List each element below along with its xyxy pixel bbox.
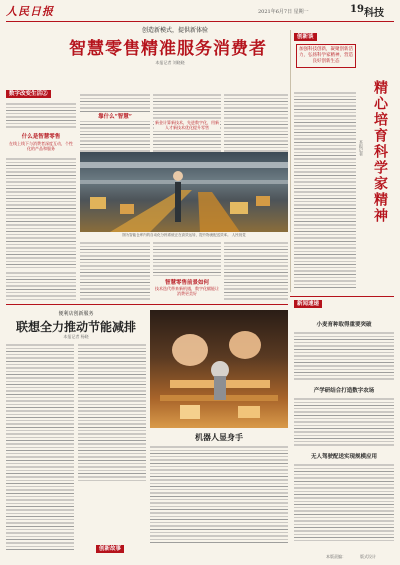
commentary-tag: 创新谈 bbox=[294, 33, 317, 41]
lead-kicker: 创造新模式，提供新体验 bbox=[141, 27, 208, 34]
newspaper-logo: 人民日报 bbox=[6, 5, 54, 18]
pullquote-1-sub: 在线上线下与消费者深度互动，个性化的产品和服务 bbox=[9, 141, 73, 151]
robot-photo-title: 机器人显身手 bbox=[195, 432, 243, 442]
body-column-5 bbox=[80, 240, 150, 300]
bottom-headline: 联想全力推动节能减排 bbox=[15, 320, 136, 334]
lead-headline: 智慧零售精准服务消费者 bbox=[69, 39, 267, 59]
footer-editor: 本版责编： bbox=[326, 554, 346, 559]
innovation-story-tag: 创新故事 bbox=[96, 545, 124, 553]
bottom-body-3 bbox=[150, 444, 288, 544]
news-tag: 新闻速递 bbox=[294, 300, 322, 308]
body-column-4 bbox=[224, 92, 288, 152]
dateline: 2021年6月7日 星期一 bbox=[258, 9, 309, 15]
bottom-body-1 bbox=[6, 342, 74, 552]
bottom-byline: 本报记者 杨晓 bbox=[63, 334, 89, 339]
news-item-3-body bbox=[294, 462, 394, 542]
pullquote-3: 智慧零售前景如何 bbox=[164, 280, 209, 286]
masthead bbox=[6, 4, 394, 22]
body-column-6 bbox=[153, 240, 221, 276]
photo-caption: 图为智能仓库内的自动化分拣系统正在高效运转，提升物流配送效率。 人民视觉 bbox=[122, 233, 246, 237]
robot-photo bbox=[150, 310, 288, 428]
warehouse-photo bbox=[80, 152, 288, 232]
pullquote-2: 靠什么“智慧” bbox=[80, 112, 150, 120]
body-column-7 bbox=[224, 240, 288, 300]
bottom-body-2 bbox=[78, 342, 146, 482]
pullquote-1: 什么是智慧零售 bbox=[21, 134, 61, 140]
pullquote-3-sub: 技术迭代带来新机遇，数字化赋能让消费更美好 bbox=[155, 286, 219, 296]
section-name: 科技 bbox=[364, 8, 384, 19]
page-number: 19 bbox=[350, 4, 364, 15]
intro-paragraph bbox=[6, 101, 76, 129]
body-column-1 bbox=[6, 156, 76, 268]
commentary-body bbox=[294, 90, 356, 290]
commentary-byline: 本报记者 bbox=[359, 140, 364, 156]
bottom-kicker: 便利店创新服务 bbox=[58, 311, 94, 317]
lead-byline: 本报记者 刘晓晓 bbox=[155, 60, 185, 65]
news-item-3-title: 无人驾驶配送实现规模应用 bbox=[310, 454, 377, 460]
commentary-subhead: 加强科技创新，凝聚创新活力，弘扬科学家精神，营造良好创新生态 bbox=[296, 44, 356, 68]
news-item-2-title: 产学研结合打造数字农场 bbox=[313, 388, 375, 394]
footer-design: 版式设计 bbox=[360, 554, 376, 559]
news-item-1-body bbox=[294, 330, 394, 382]
body-column-1-cont bbox=[6, 270, 76, 300]
body-column-2 bbox=[80, 92, 150, 152]
column-tag: 数字改变生活② bbox=[6, 90, 51, 98]
pullquote-2-sub: 新金计算新技术，先进数字化，用新人才新技术优化提升零售 bbox=[155, 120, 219, 130]
commentary-title: 精心培育科学家精神 bbox=[372, 80, 388, 224]
news-item-1-title: 小麦育种取得重要突破 bbox=[316, 322, 372, 328]
news-item-2-body bbox=[294, 396, 394, 448]
news-divider bbox=[290, 296, 394, 297]
section-divider bbox=[6, 304, 288, 305]
